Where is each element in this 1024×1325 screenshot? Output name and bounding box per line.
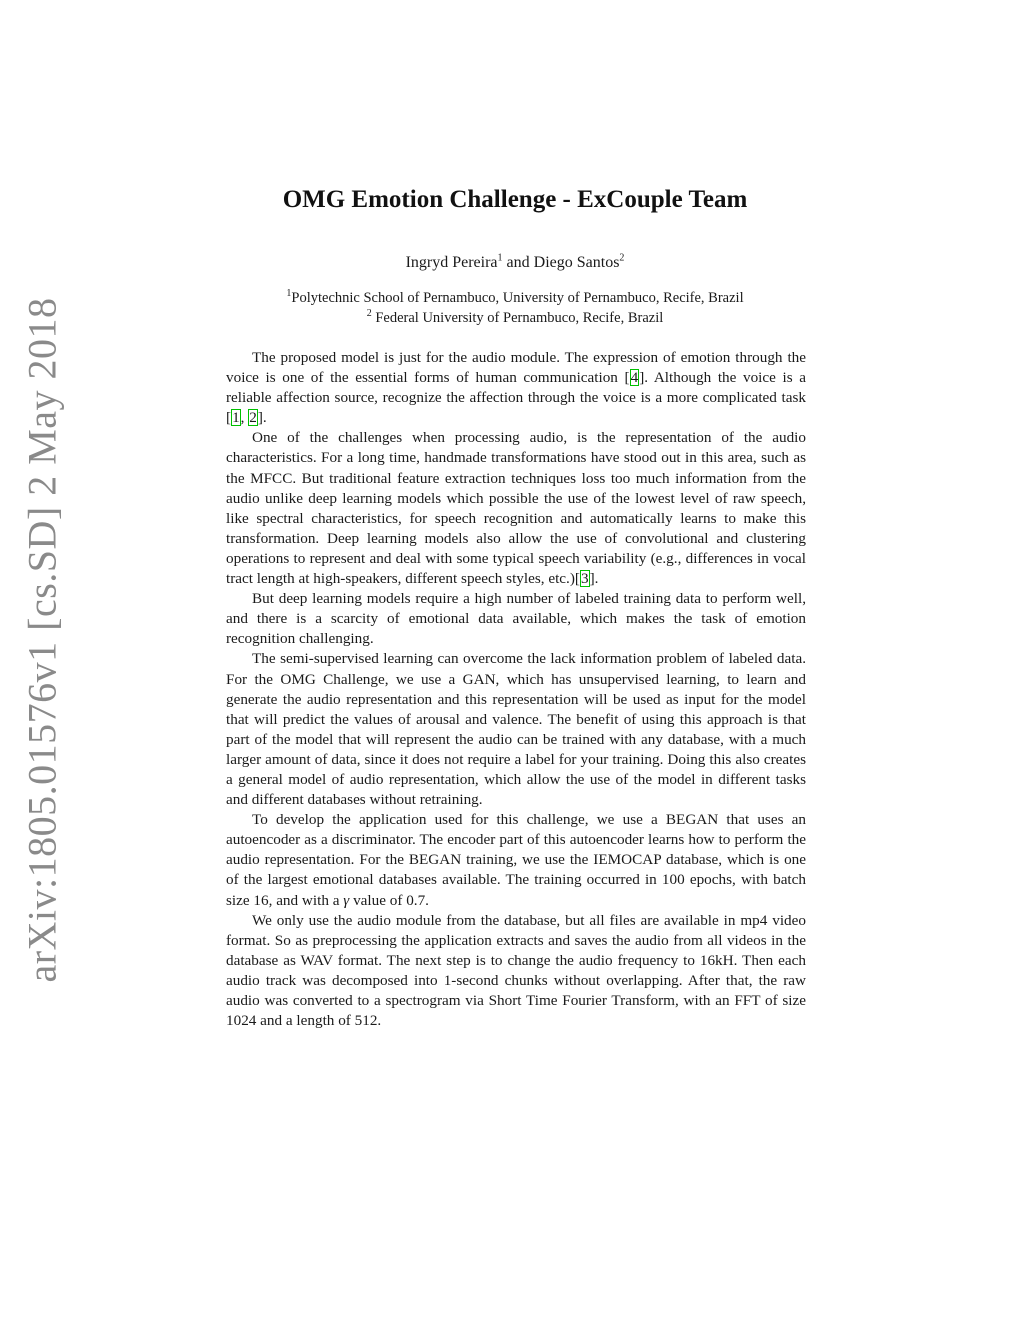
paragraph-text: The proposed model is just for the audio module. The expression of emotion through the voice is one of the essential forms of human communication (226, 349, 806, 387)
citation-group: [4] (624, 369, 645, 387)
paper-title: OMG Emotion Challenge - ExCouple Team (282, 186, 748, 213)
citation-link[interactable]: 1 (232, 409, 240, 427)
affiliation-marker: 2 (366, 308, 372, 320)
paragraph (226, 810, 806, 910)
paragraph-text: . (594, 570, 599, 588)
affiliation-text: Federal University of Pernambuco, Recife, Brazil (375, 310, 664, 326)
affiliation-marker: 2 (619, 252, 625, 264)
paragraph-text: One of the challenges when processing audio, is the representation of the audio characteristics. For a long time, handmade transformations have stood out in this area, such as the MFCC. But traditional feature extraction techniques loss too much information from the audio unlike deep learning models which possible the use of the lowest level of raw speech, like spectral characteristics, for speech recognition and automatically learns to make this transformation. Deep learning models also allow the use of convolutional and clustering operations to represent and deal with some typical speech variability (e.g., differences in vocal tract length at high-speakers, different speech styles, etc.) (226, 429, 806, 588)
paragraph-text: value of 0.7. (349, 891, 429, 909)
citation-link[interactable]: 2 (249, 409, 257, 427)
author-name: Diego Santos (533, 254, 620, 271)
abstract-body (226, 348, 806, 1031)
gamma-symbol: γ (343, 891, 350, 909)
affiliation-marker: 1 (286, 288, 292, 300)
affiliation-text: Polytechnic School of Pernambuco, University of Pernambuco, Recife, Brazil (291, 290, 744, 306)
citation-link[interactable]: 4 (630, 369, 639, 387)
citation-separator: , (240, 409, 249, 427)
paragraph-text: . (262, 409, 267, 427)
affiliation-marker: 1 (497, 252, 503, 264)
author-conjunction: and (506, 254, 530, 271)
paragraph: We only use the audio module from the database, but all files are available in mp4 video format. So as preprocessing the application extracts and saves the audio from all videos in the database as WAV format. The next step is to change the audio frequency to 16kH. Then each audio track was decomposed into 1-second chunks without overlapping. After that, the raw audio was converted to a spectrogram via Short Time Fourier Transform, with an FFT of size 1024 and a length of 512. (226, 911, 806, 1030)
paragraph (226, 428, 806, 589)
paragraph (226, 348, 806, 428)
citation-group: [3] (574, 570, 595, 588)
affiliation (0, 310, 1024, 327)
paragraph-text: To develop the application used for this challenge, we use a BEGAN that uses an autoencoder as a discriminator. The encoder part of this autoencoder learns how to perform the audio representation. For the BEGAN training, we use the IEMOCAP database, which is one of the largest emotional databases available. The training occurred in 100 epochs, with batch size 16, and with a (226, 811, 806, 909)
paragraph-text: . Although the voice is a reliable affection source, recognize the affection through the voice is a more complicated task (226, 369, 806, 407)
paragraph: The semi-supervised learning can overcome the lack information problem of labeled data. For the OMG Challenge, we use a GAN, which has unsupervised learning, to learn and generate the audio representation and this representation will be used as input for the model that will predict the values of arousal and valence. The benefit of using this approach is that part of the model that will represent the audio can be trained with any database, with a much larger amount of data, since it does not require a label for your training. Doing this also creates a general model of audio representation, which allow the use of the model in different tasks and different databases without retraining. (226, 650, 806, 809)
citation-group: [1, 2] (226, 409, 263, 427)
paragraph: But deep learning models require a high number of labeled training data to perform well, and there is a scarcity of emotional data available, which makes the task of emotion recognition challenging. (226, 590, 806, 648)
citation-link[interactable]: 3 (580, 570, 589, 588)
affiliation (0, 290, 1024, 307)
author-name: Ingryd Pereira (405, 254, 498, 271)
author-line (0, 254, 1024, 272)
arxiv-identifier-stamp: arXiv:1805.01576v1 [cs.SD] 2 May 2018 (19, 297, 65, 983)
